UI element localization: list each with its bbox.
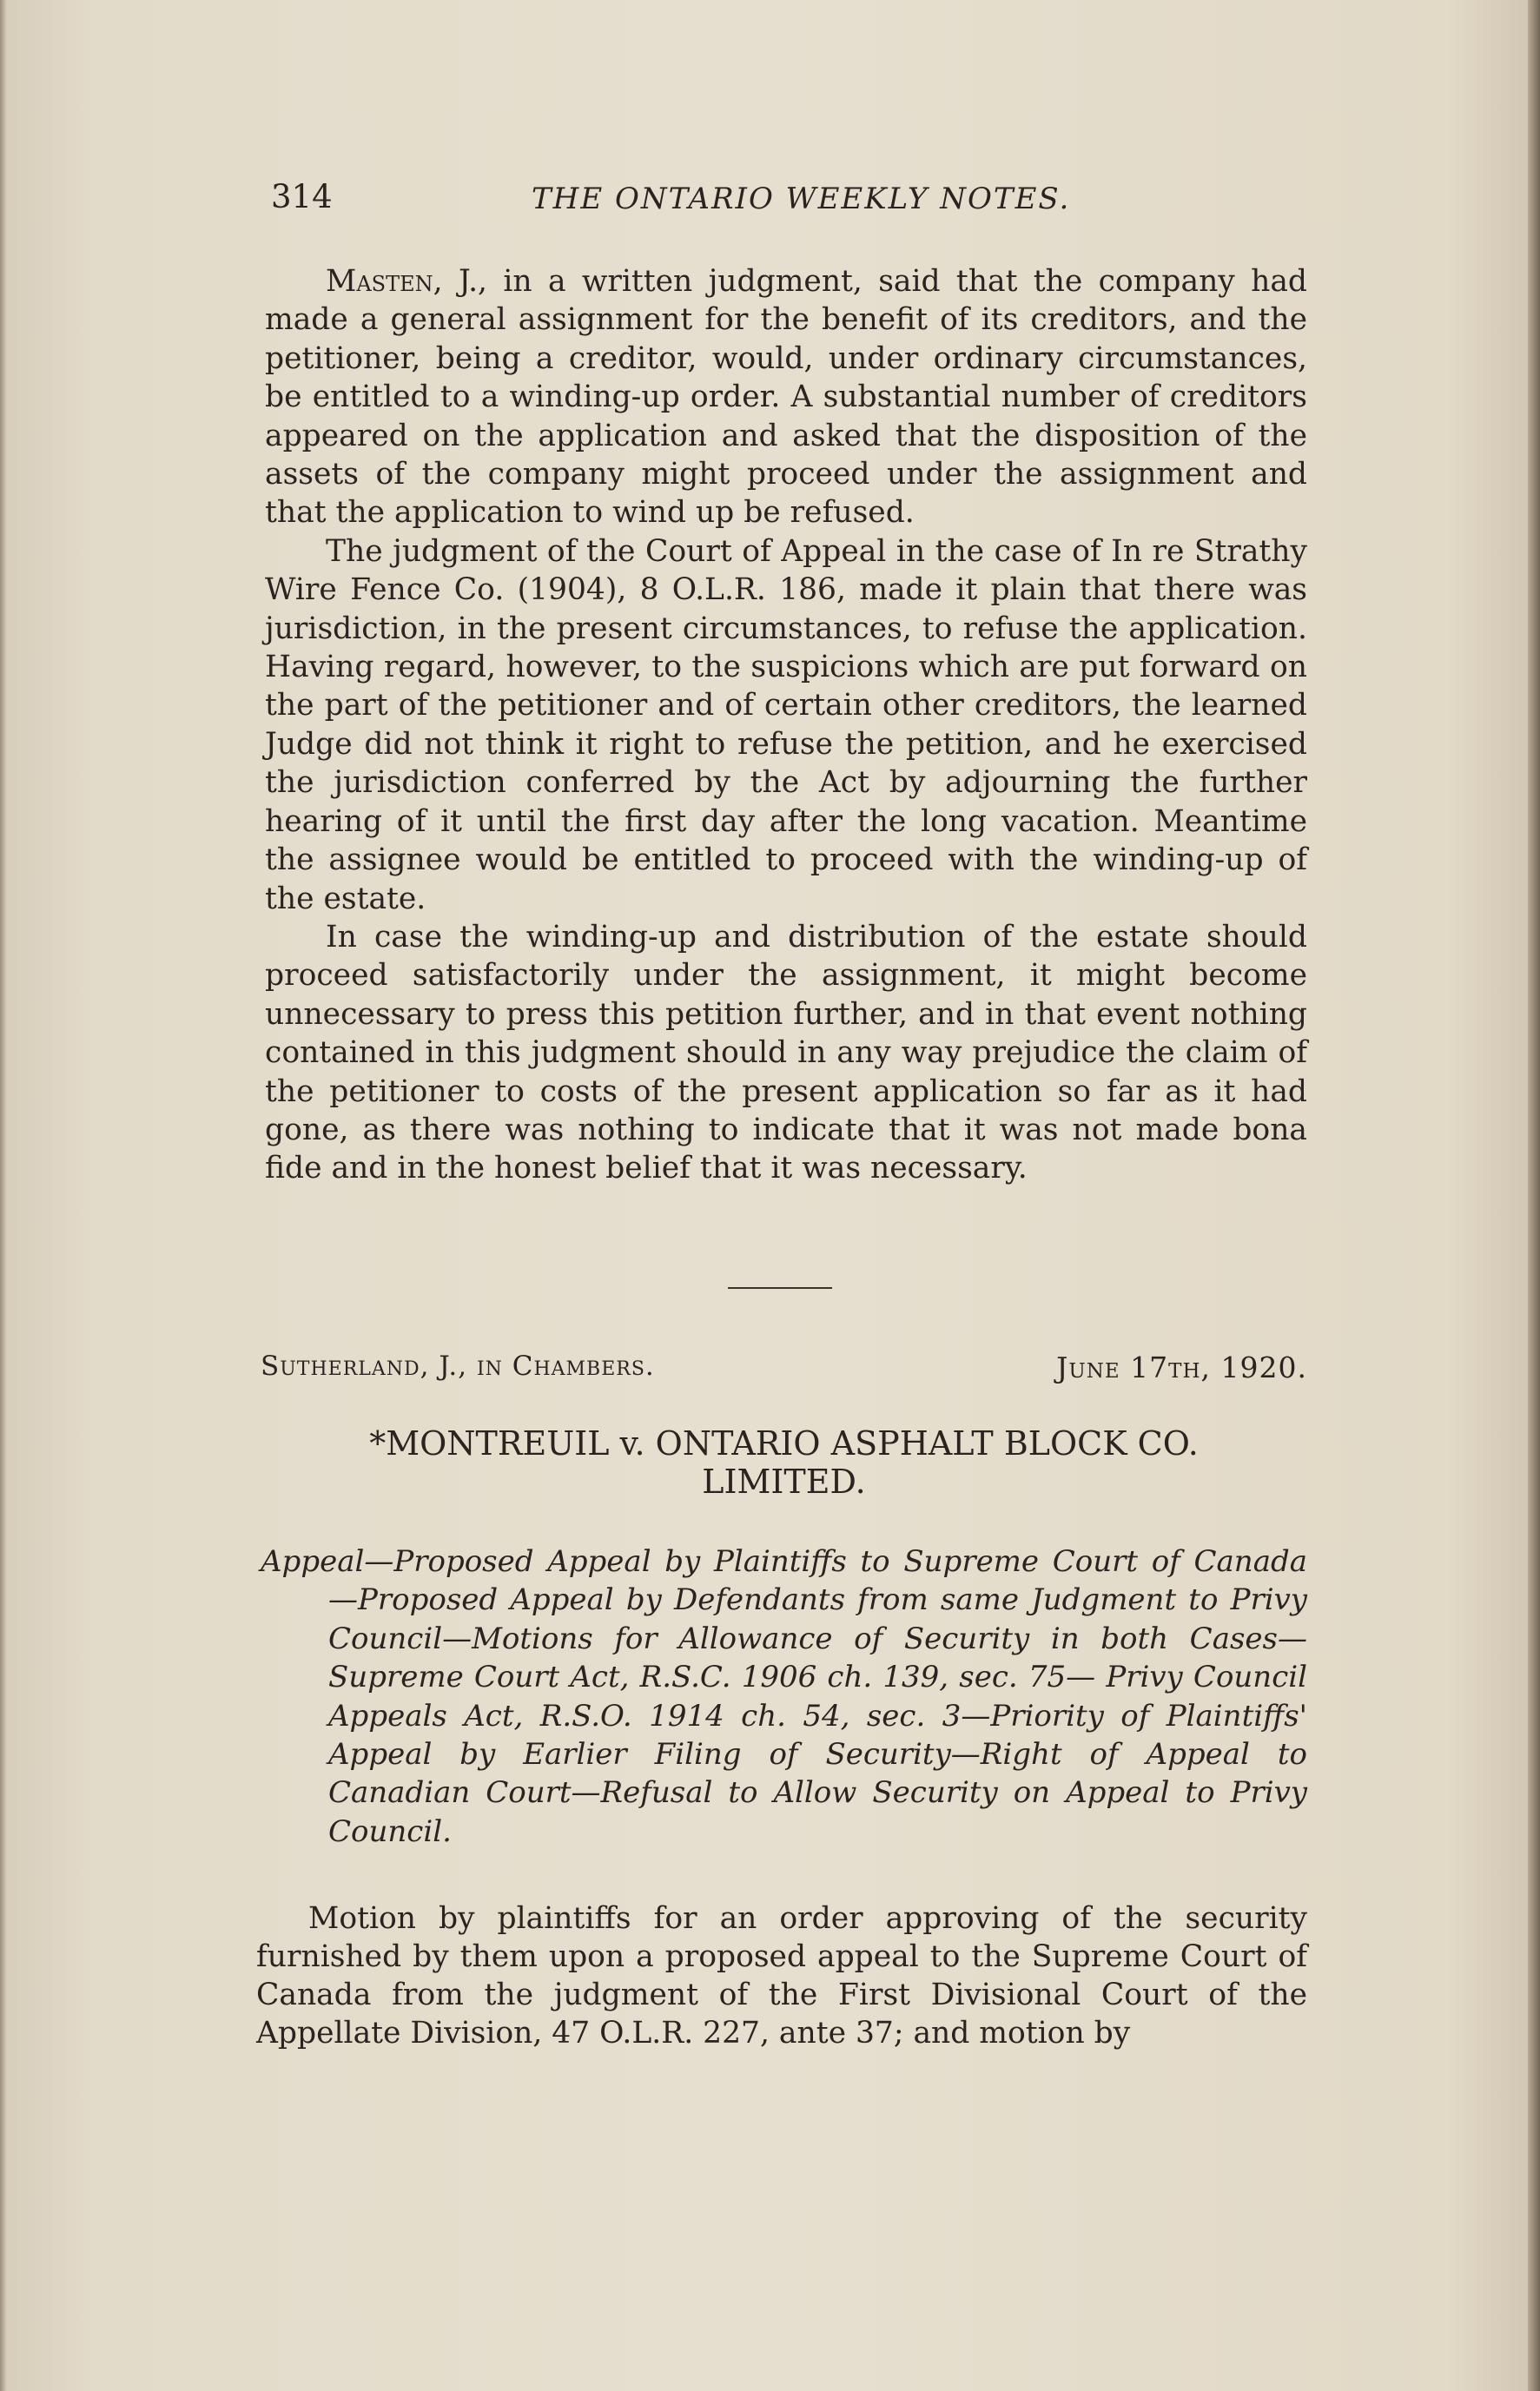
judge-name: Masten	[326, 264, 433, 299]
case-title-line-1: *MONTREUIL v. ONTARIO ASPHALT BLOCK CO.	[369, 1424, 1199, 1463]
court-and-judge: Sutherland, J., in Chambers.	[261, 1351, 655, 1382]
page-header	[271, 178, 1305, 230]
decision-date: June 17th, 1920.	[1056, 1351, 1307, 1384]
case-headnote	[261, 1542, 1307, 1851]
judgment-paragraph-1	[265, 262, 1307, 532]
motion-paragraph: Motion by plaintiffs for an order approving of the security furnished by them upon a proposed appeal to the Supreme Court of Canada from the judgment of the First Divisional Court of the Appellate Division, 47 O.L.R. 227, ante 37; and motion by	[256, 1901, 1307, 2051]
motion-text	[256, 1899, 1307, 2052]
section-divider	[728, 1287, 832, 1289]
page-left-edge	[0, 0, 7, 2391]
book-spine-shadow	[1528, 0, 1540, 2391]
judgment-text	[265, 262, 1307, 1188]
judgment-paragraph-3: In case the winding-up and distribution of the estate should proceed satisfactorily under the assignment, it might become unnecessary to press this petition further, and in that event nothing contained in this judgment should in any way prejudice the claim of the petitioner to costs of the present application so far as it had gone, as there was nothing to indicate that it was not made bona fide and in the honest belief that it was necessary.	[265, 919, 1307, 1186]
judgment-paragraph-2: The judgment of the Court of Appeal in the case of In re Strathy Wire Fence Co. (1904), 8 O.L.R. 186, made it plain that there was jurisdiction, in the present circumstances, to refuse the application. Having regard, however, to the suspicions which are put forward on the part of the petitioner and of certain other creditors, the learned Judge did not think it right to refuse the petition, and he exercised the jurisdiction conferred by the Act by adjourning the further hearing of it until the first day after the long vacation. Meantime the assignee would be entitled to proceed with the winding-up of the estate.	[265, 533, 1307, 916]
judgment-paragraph-1-text: , J., in a written judgment, said that the company had made a general assignment for the benefit of its creditors, and the petitioner, being a creditor, would, under ordinary circumstances, be entitled to a winding-up order. A substantial number of creditors appeared on the application and asked that the disposition of the assets of the company might proceed under the assignment and that the application to wind up be refused.	[265, 264, 1307, 531]
page-number: 314	[271, 178, 333, 215]
running-title: THE ONTARIO WEEKLY NOTES.	[532, 182, 1071, 216]
case-title	[261, 1424, 1307, 1501]
case-title-line-2: LIMITED.	[702, 1463, 866, 1501]
headnote-text: Appeal—Proposed Appeal by Plaintiffs to Supreme Court of Canada —Proposed Appeal by Defendants from same Judgment to Privy Council—Motions for Allowance of Security in both Cases—Supreme Court Act, R.S.C. 1906 ch. 139, sec. 75— Privy Council Appeals Act, R.S.O. 1914 ch. 54, sec. 3—Priority of Plaintiffs' Appeal by Earlier Filing of Security—Right of Appeal to Canadian Court—Refusal to Allow Security on Appeal to Privy Council.	[261, 1544, 1307, 1849]
case-court-line	[261, 1351, 1307, 1394]
